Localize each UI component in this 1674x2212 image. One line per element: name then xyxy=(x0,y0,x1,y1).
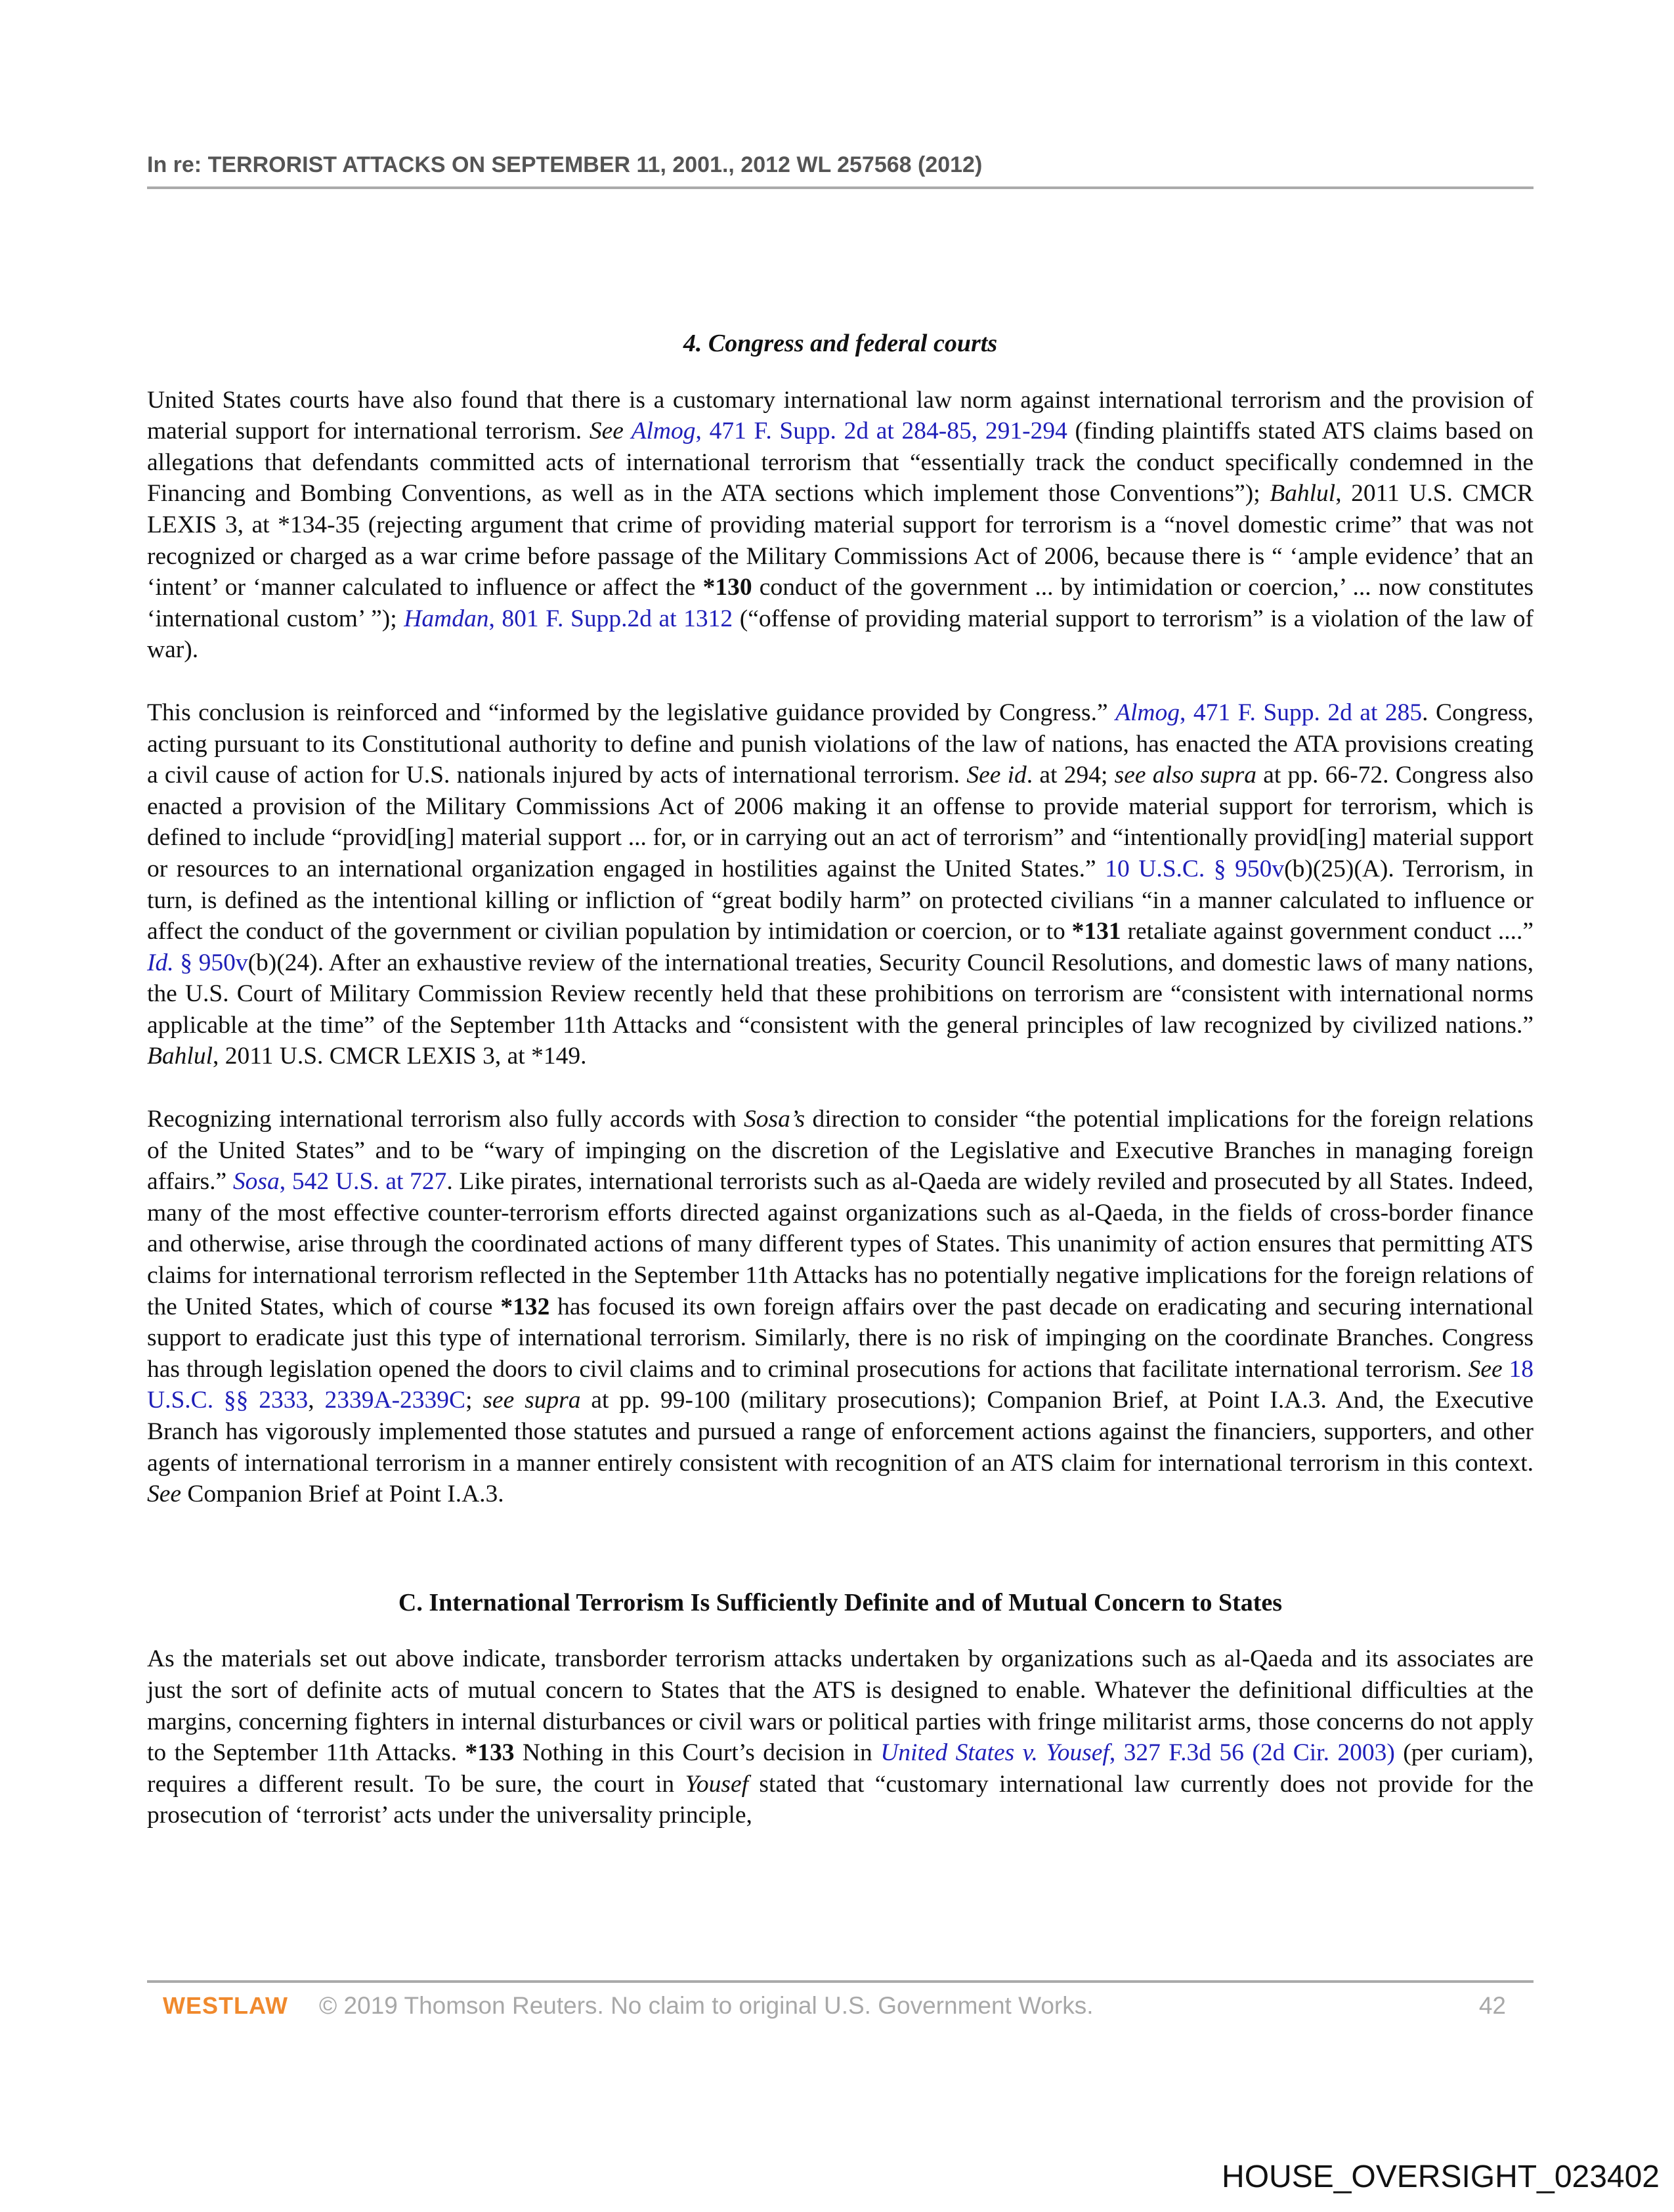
citation-link-hamdan[interactable] xyxy=(404,605,733,632)
star-page-132: *132 xyxy=(500,1293,550,1320)
document-header-title: In re: TERRORIST ATTACKS ON SEPTEMBER 11, 2001., 2012 WL 257568 (2012) xyxy=(147,152,983,177)
citation-link-10-usc-950v[interactable]: 10 U.S.C. § 950v xyxy=(1105,855,1285,882)
bates-stamp: HOUSE_OVERSIGHT_023402 xyxy=(1222,2159,1660,2194)
case-name-yousef: Yousef xyxy=(685,1770,749,1798)
text: (finding plaintiffs stated ATS claims based on allegations that defendants committed acts of international terrorism that “essentially track the conduct specifically condemned in the Financing and Bombing Conventions, as well as in the ATA sections which implement those Conventions”); xyxy=(147,418,1534,508)
signal-id: id xyxy=(1007,762,1027,789)
citation-link-almog-285[interactable] xyxy=(1115,699,1422,726)
case-name: Almog xyxy=(1115,699,1180,726)
text: direction to consider “the potential implications for the foreign relations of the United States” and to be “wary of impinging on the discretion of the Legislative and Executive Branches in managing foreign affairs.” xyxy=(147,1106,1534,1196)
text: . Congress, acting pursuant to its Constitutional authority to define and punish violations of the law of nations, has enacted the ATA provisions creating a civil cause of action for U.S. nationals injured by acts of international terrorism. xyxy=(147,699,1534,789)
text: conduct of the government ... by intimidation or coercion,’ ... now constitutes ‘international custom’ ”); xyxy=(147,574,1534,632)
citation-link-sosa[interactable] xyxy=(233,1168,447,1195)
signal-see: See xyxy=(147,1481,182,1508)
citation: , 327 F.3d 56 (2d Cir. 2003) xyxy=(1109,1739,1395,1767)
star-page-130: *130 xyxy=(702,574,752,601)
citation-link-id-950v[interactable] xyxy=(147,949,248,976)
document-body xyxy=(147,328,1534,1863)
section-spacer xyxy=(147,1542,1534,1588)
text: has focused its own foreign affairs over the past decade on eradicating and securing international support to eradicate just this type of international terrorism. Similarly, there is no risk of impinging on the coordinate Branches. Congress has through legislation opened the doors to civil claims and to criminal prosecutions for actions that facilitate international terrorism. xyxy=(147,1293,1534,1383)
signal-see: See xyxy=(589,418,624,445)
case-name-bahlul: Bahlul xyxy=(147,1043,213,1070)
copyright-notice: © 2019 Thomson Reuters. No claim to original U.S. Government Works. xyxy=(319,1992,1094,2019)
text: . Like pirates, international terrorists such as al-Qaeda are widely reviled and prosecuted by all States. Indeed, many of the most effective counter-terrorism efforts directed against organizations such as al-Qaeda, in the fields of cross-border finance and otherwise, arise through the coordinated actions of many different types of States. This unanimity of action ensures that permitting ATS claims for international terrorism reflected in the September 11th Attacks has no potentially negative implications for the foreign relations of the United States, which of course xyxy=(147,1168,1534,1320)
case-name: Almog xyxy=(631,418,696,445)
citation-link-18-usc-2333[interactable]: 18 U.S.C. §§ 2333 xyxy=(147,1355,1534,1414)
citation: , 471 F. Supp. 2d at 285 xyxy=(1180,699,1423,726)
page-number: 42 xyxy=(1478,1992,1506,2019)
text: retaliate against government conduct ....” xyxy=(1121,918,1534,945)
text: at pp. 66-72. Congress also enacted a provision of the Military Commissions Act of 2006 making it an offense to provide material support for terrorism, which is defined to include “provid[ing] material support ... for, or in carrying out an act of terrorism” and “intentionally provid[ing] material support or resources to an international organization engaged in hostilities against the United States.” xyxy=(147,762,1534,882)
case-name: United States v. Yousef xyxy=(880,1739,1109,1767)
star-page-133: *133 xyxy=(465,1739,515,1767)
case-name-sosa: Sosa’s xyxy=(744,1106,805,1133)
star-page-131: *131 xyxy=(1071,918,1121,945)
paragraph-4 xyxy=(147,1643,1534,1831)
signal-see-supra: see supra xyxy=(483,1387,581,1414)
citation-link-18-usc-2339a-2339c[interactable]: 2339A-2339C xyxy=(324,1387,466,1414)
case-name: Hamdan xyxy=(404,605,489,632)
text: (“offense of providing material support to terrorism” is a violation of the law of war). xyxy=(147,605,1534,664)
footer-divider xyxy=(147,1980,1534,1983)
page-footer xyxy=(147,1992,1506,2025)
paragraph-2 xyxy=(147,697,1534,1072)
citation: , 542 U.S. at 727 xyxy=(279,1168,447,1196)
citation-link-yousef[interactable] xyxy=(880,1739,1395,1766)
text: , 2011 U.S. CMCR LEXIS 3, at *149. xyxy=(213,1043,587,1070)
text: United States courts have also found that there is a customary international law norm against international terrorism and the provision of material support for international terrorism. xyxy=(147,386,1534,445)
header-divider xyxy=(147,186,1534,189)
space xyxy=(1000,762,1007,789)
citation: , 801 F. Supp.2d at 1312 xyxy=(488,605,733,632)
text: ; xyxy=(465,1387,483,1414)
text: Recognizing international terrorism also fully accords with xyxy=(147,1106,744,1133)
citation: § 950v xyxy=(173,949,248,976)
text: . at 294; xyxy=(1026,762,1115,789)
text: at pp. 99-100 (military prosecutions); Companion Brief, at Point I.A.3. And, the Executive Branch has vigorously implemented those statutes and pursued a range of enforcement actions against the financiers, supporters, and other agents of international terrorism in a manner entirely consistent with recognition of an ATS claim for international terrorism in this context. xyxy=(147,1387,1534,1477)
paragraph-1 xyxy=(147,385,1534,666)
text: , xyxy=(308,1387,325,1414)
text: (per curiam), requires a different result. To be sure, the court in xyxy=(147,1739,1534,1798)
space xyxy=(1503,1356,1509,1383)
signal-see-also-supra: see also supra xyxy=(1114,762,1256,789)
westlaw-logo: WESTLAW xyxy=(163,1992,288,2019)
signal-see: See xyxy=(966,762,1001,789)
signal-see: See xyxy=(1468,1355,1503,1383)
text: stated that “customary international law currently does not provide for the prosecution of ‘terrorist’ acts under the universality principle, xyxy=(147,1770,1534,1829)
text: This conclusion is reinforced and “informed by the legislative guidance provided by Congress.” xyxy=(147,699,1116,726)
section-heading-c: C. International Terrorism Is Sufficiently Definite and of Mutual Concern to States xyxy=(398,1588,1283,1616)
text: As the materials set out above indicate, transborder terrorism attacks undertaken by organizations such as al-Qaeda and its associates are just the sort of definite acts of mutual concern to States that the ATS is designed to enable. Whatever the definitional difficulties at the margins, concerning fighters in internal disturbances or civil wars or political parties with fringe militarist arms, those concerns do not apply to the September 11th Attacks. xyxy=(147,1645,1534,1767)
paragraph-3 xyxy=(147,1104,1534,1510)
citation: , 471 F. Supp. 2d at 284-85, 291-294 xyxy=(695,418,1067,445)
text: (b)(24). After an exhaustive review of the international treaties, Security Council Resolutions, and domestic laws of many nations, the U.S. Court of Military Commission Review recently held that these prohibitions on terrorism are “consistent with international norms applicable at the time” of the September 11th Attacks and “consistent with the general principles of law recognized by civilized nations.” xyxy=(147,949,1534,1039)
text: Nothing in this Court’s decision in xyxy=(514,1739,881,1767)
case-name-bahlul: Bahlul xyxy=(1270,480,1336,508)
text: (b)(25)(A). Terrorism, in turn, is defined as the intentional killing or infliction of “great bodily harm” on protected civilians “in a manner calculated to influence or affect the conduct of the government or civilian population by intimidation or coercion, or to xyxy=(147,855,1534,945)
signal-id: Id. xyxy=(147,949,174,976)
section-heading-congress: 4. Congress and federal courts xyxy=(683,330,998,357)
text: Companion Brief at Point I.A.3. xyxy=(181,1481,504,1508)
citation-link-almog[interactable] xyxy=(632,418,1067,445)
case-name: Sosa xyxy=(232,1168,280,1196)
text: , 2011 U.S. CMCR LEXIS 3, at *134-35 (rejecting argument that crime of providing material support for terrorism is a “novel domestic crime” that was not recognized or charged as a war crime before passage of the Military Commissions Act of 2006, because there is “ ‘ample evidence’ that an ‘intent’ or ‘manner calculated to influence or affect the xyxy=(147,480,1534,601)
